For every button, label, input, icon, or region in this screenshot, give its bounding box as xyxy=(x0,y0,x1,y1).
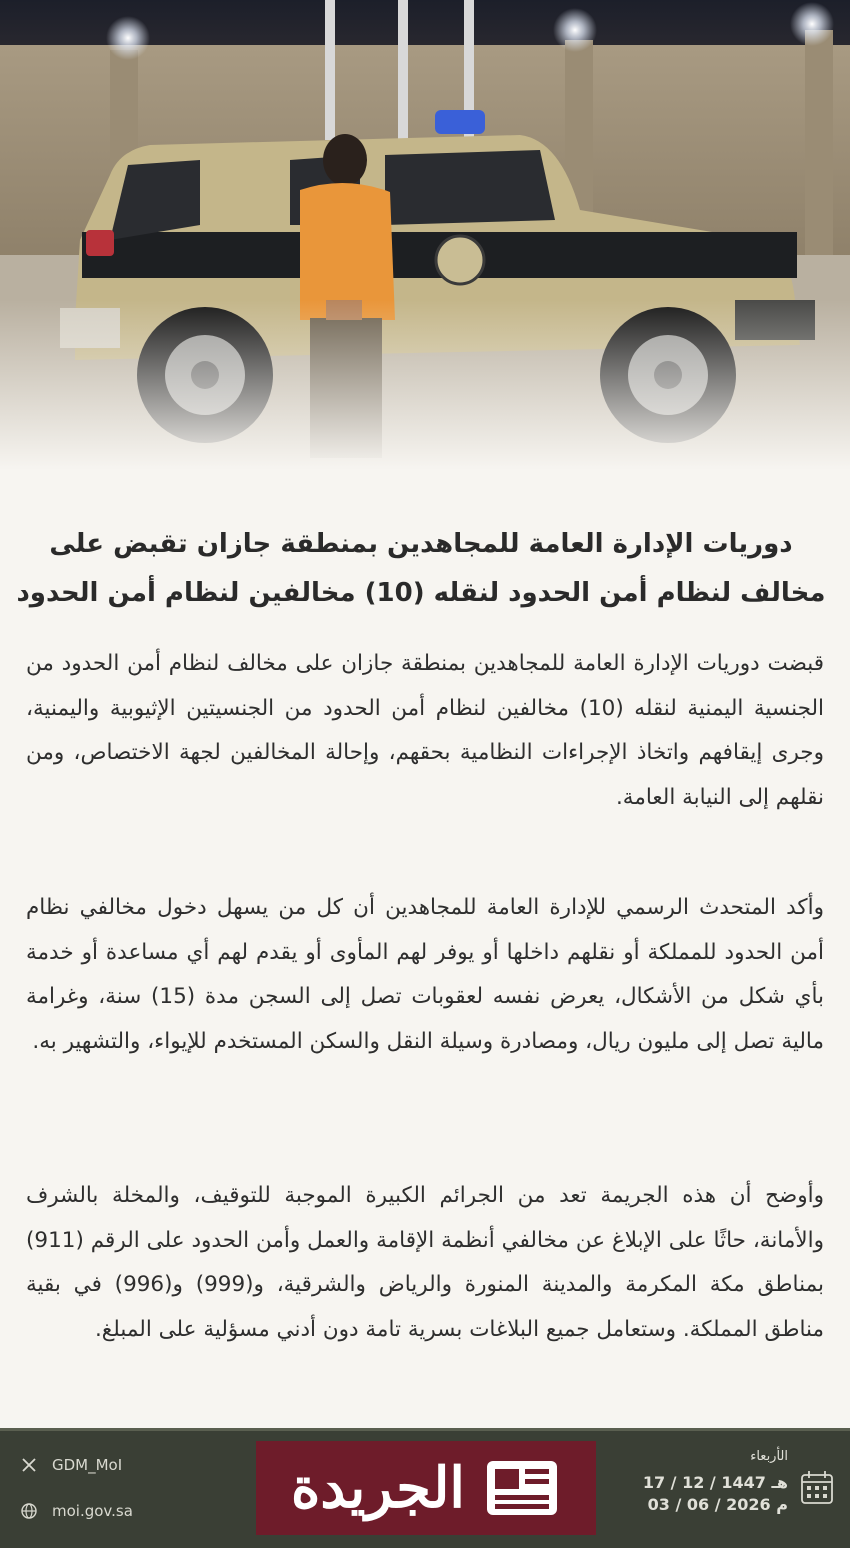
newspaper-icon xyxy=(483,1457,561,1519)
aljarida-logo xyxy=(256,1441,596,1535)
date-block xyxy=(628,1449,788,1516)
article-paragraph-2: وأكد المتحدث الرسمي للإدارة العامة للمجاهدين أن كل من يسهل دخول مخالفي نظام أمن الحدود للمملكة أو نقلهم داخلها أو يوفر لهم المأوى أو يقدم لهم أي مساعدة أو خدمة بأي شكل من الأشكال، يعرض نفسه لعقوبات تصل إلى السجن مدة (15) سنة، وغرامة مالية تصل إلى مليون ريال، ومصادرة وسيلة النقل والسكن المستخدم للإيواء، والتشهير به. xyxy=(26,895,825,1054)
footer-bar xyxy=(0,1428,850,1548)
article-paragraph-3: وأوضح أن هذه الجريمة تعد من الجرائم الكبيرة الموجبة للتوقيف، والمخلة بالشرف والأمانة، حاثًا على الإبلاغ عن مخالفي أنظمة الإقامة والعمل وأمن الحدود على الرقم (911) بمناطق مكة المكرمة والمدينة المنورة والرياض والشرقية، و(999) و(996) في بقية مناطق المملكة. وستعامل جميع البلاغات بسرية تامة دون أدني مسؤلية على المبلغ. xyxy=(26,1183,824,1342)
website-url: moi.gov.sa xyxy=(52,1502,133,1520)
social-x-link[interactable] xyxy=(20,1453,133,1477)
patrol-vehicle-photo xyxy=(0,0,850,470)
hero-photo xyxy=(0,0,850,470)
globe-icon xyxy=(20,1502,38,1520)
article-headline: دوريات الإدارة العامة للمجاهدين بمنطقة جازان تقبض على مخالف لنظام أمن الحدود لنقله (10) مخالفين لنظام أمن الحدود xyxy=(16,529,826,608)
social-handle: GDM_MoI xyxy=(52,1456,123,1474)
gregorian-date: 03 / 06 / 2026 م xyxy=(647,1495,788,1514)
calendar-icon xyxy=(800,1469,834,1505)
day-name: الأربعاء xyxy=(750,1449,788,1464)
logo-text: الجريدة xyxy=(291,1455,465,1521)
article-paragraph-1: قبضت دوريات الإدارة العامة للمجاهدين بمنطقة جازان على مخالف لنظام أمن الحدود من الجنسية اليمنية لنقله (10) مخالفين لنظام أمن الحدود من الجنسيتين الإثيوبية واليمنية، وجرى إيقافهم واتخاذ الإجراءات النظامية بحقهم، وإحالة المخالفين لجهة الاختصاص، ومن نقلهم إلى النيابة العامة. xyxy=(26,651,824,810)
x-icon xyxy=(20,1456,38,1474)
social-links xyxy=(20,1453,133,1545)
website-link[interactable] xyxy=(20,1499,133,1523)
hijri-date: 17 / 12 / 1447 هـ xyxy=(642,1473,788,1492)
article-content xyxy=(0,470,850,1428)
